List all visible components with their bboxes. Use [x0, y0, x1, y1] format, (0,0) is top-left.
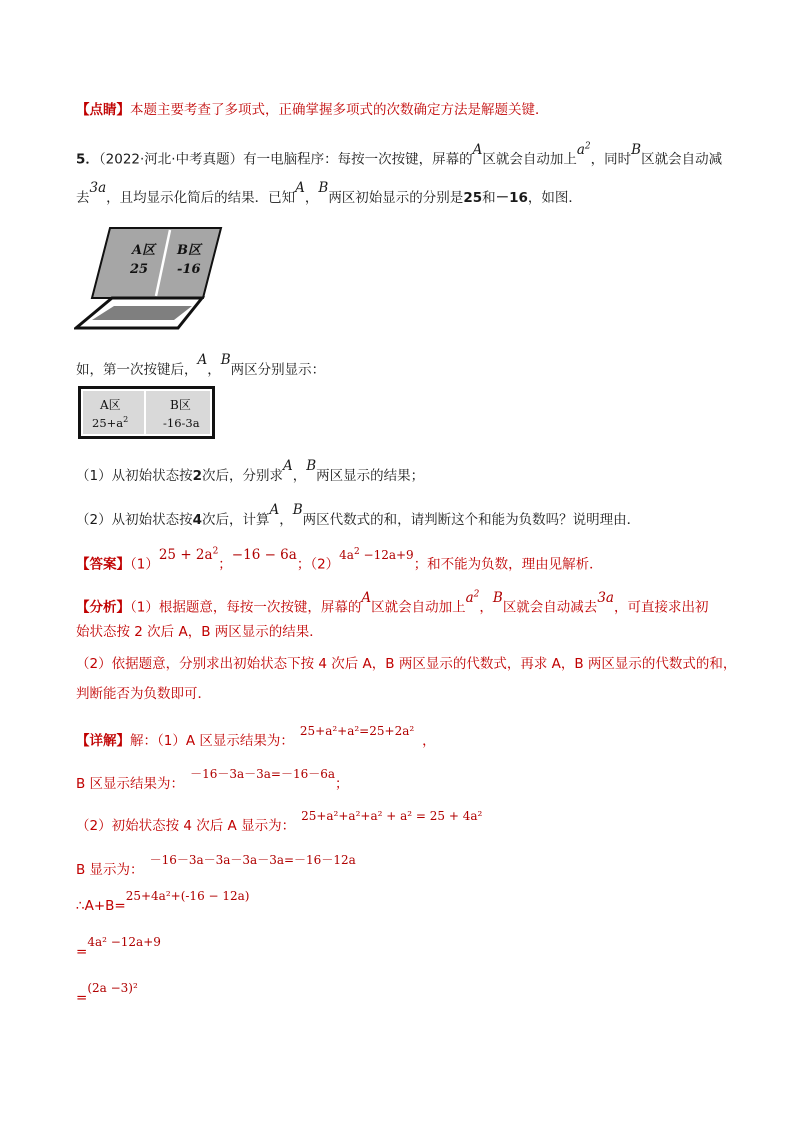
question-text: 和	[482, 190, 496, 206]
question-5-line-2	[76, 180, 582, 208]
question-text: ，如图．	[527, 190, 582, 206]
laptop-screen	[92, 228, 221, 298]
detail-text: B 显示为：	[76, 862, 144, 878]
detail-expr-2: －16－3a－3a=－16－6a	[190, 767, 336, 781]
question-text: 两区初始显示的分别是	[328, 190, 464, 206]
var-b: B	[492, 589, 503, 606]
var-b: B	[318, 180, 329, 196]
analysis-line-1	[76, 589, 709, 618]
question-5-line-1	[76, 141, 723, 170]
detail-line-7	[76, 981, 138, 1008]
sub-question-2	[76, 502, 641, 530]
sub-text: 次后，分别求	[202, 468, 283, 484]
detail-expr-4: －16－3a－3a－3a－3a=－16－12a	[149, 853, 356, 867]
box-b-value: -16-3a	[163, 416, 200, 430]
laptop-b-label: B区	[177, 243, 201, 258]
var-a: A	[269, 502, 280, 518]
sub-text: （1）从初始状态按	[76, 468, 193, 484]
var-b: B	[220, 352, 231, 368]
detail-text: B 区显示结果为：	[76, 776, 185, 792]
detail-line-4	[76, 853, 356, 880]
box-b-label: B区	[170, 398, 191, 412]
detail-expr-5: 25+4a²+(-16 − 12a)	[125, 889, 250, 903]
comma: ，	[304, 190, 319, 206]
question-text: ，同时	[590, 151, 632, 168]
detail-text: =	[76, 944, 88, 960]
question-text: 区就会自动减	[641, 151, 723, 168]
value-25: 25	[463, 190, 483, 206]
detail-text: 解：（1）A 区显示结果为：	[130, 733, 294, 749]
detail-line-5	[76, 889, 250, 916]
analysis-text: （1）根据题意，每按一次按键，屏幕的	[130, 599, 362, 616]
var-3a: 3a	[89, 180, 107, 196]
var-a: A	[472, 141, 483, 158]
var-a: A	[283, 458, 293, 474]
var-a: A	[197, 352, 208, 368]
var-a-squared: $a^2$	[465, 589, 480, 606]
detail-expr-1: 25+a²+a²=25+2a²	[299, 724, 415, 738]
question-text: 去	[76, 190, 90, 206]
question-source: （2022·河北·中考真题）	[98, 151, 244, 168]
laptop-a-label: A区	[132, 243, 156, 258]
box-a-label: A区	[100, 398, 121, 412]
laptop-a-value: 25	[130, 262, 149, 277]
detail-text: （2）初始状态按 4 次后 A 显示为：	[76, 818, 296, 834]
press-count: 4	[192, 512, 202, 528]
box-a-value: $25+a^2$	[92, 415, 129, 430]
detail-text: =	[76, 990, 88, 1006]
var-a: A	[295, 180, 305, 196]
analysis-line-4: 判断能否为负数即可．	[76, 686, 211, 702]
comma: ，	[207, 362, 221, 378]
answer-text: ；	[218, 556, 232, 573]
detail-line-6	[76, 935, 161, 962]
answer-expr-2: −16 − 6a	[231, 546, 297, 563]
var-b: B	[631, 141, 642, 158]
detail-tag: 【详解】	[76, 733, 130, 749]
var-a-squared: $a^2$	[576, 141, 591, 158]
question-number: 5．	[76, 151, 99, 168]
var-3a: 3a	[597, 589, 614, 606]
example-text: 如，第一次按键后，	[76, 362, 198, 378]
sub-text: （2）从初始状态按	[76, 512, 193, 528]
detail-expr-6: 4a² −12a+9	[87, 935, 161, 949]
press-count: 2	[192, 468, 202, 484]
sub-text: 次后，计算	[202, 512, 270, 528]
analysis-line-2: 始状态按 2 次后 A，B 两区显示的结果．	[76, 624, 323, 640]
answer-tag: 【答案】	[76, 556, 130, 573]
detail-line-2	[76, 767, 349, 794]
sub-text: 两区显示的结果；	[316, 468, 425, 484]
analysis-text: ，	[479, 599, 493, 616]
analysis-text: 区就会自动减去	[502, 599, 598, 616]
comma: ，	[279, 512, 293, 528]
analysis-tag: 【分析】	[76, 599, 130, 616]
laptop-b-value: -16	[177, 262, 201, 277]
example-line	[76, 352, 326, 380]
question-text: 区就会自动加上	[482, 151, 577, 168]
question-text: ，且均显示化简后的结果．已知	[106, 190, 296, 206]
analysis-line-3: （2）依据题意，分别求出初始状态下按 4 次后 A，B 两区显示的代数式，再求 A，B 两区显示的代数式的和，	[76, 656, 737, 672]
value-minus-16: －16	[495, 190, 528, 206]
question-text: 有一电脑程序：每按一次按键，屏幕的	[243, 151, 473, 168]
var-b: B	[292, 502, 303, 518]
answer-text: （1）	[130, 556, 159, 573]
answer-line	[76, 546, 603, 575]
sub-question-1	[76, 458, 425, 486]
note-tag: 【点睛】	[76, 102, 130, 118]
detail-text: ，	[422, 733, 436, 749]
detail-expr-3: 25+a²+a²+a² + a² = 25 + 4a²	[301, 809, 483, 823]
display-box	[78, 386, 216, 440]
detail-expr-7: (2a −3)²	[87, 981, 138, 995]
answer-text: ；（2）	[296, 556, 340, 573]
detail-line-3	[76, 809, 483, 836]
detail-line-1	[76, 724, 436, 751]
comma: ，	[292, 468, 307, 484]
var-a: A	[361, 589, 372, 606]
note-text: 本题主要考查了多项式，正确掌握多项式的次数确定方法是解题关键．	[130, 102, 549, 118]
sub-text: 两区代数式的和，请判断这个和能为负数吗？说明理由．	[302, 512, 641, 528]
answer-expr-1: $25 + 2a^2$	[158, 546, 219, 563]
detail-text: ∴A+B=	[76, 898, 126, 914]
analysis-text: ，可直接求出初	[613, 599, 709, 616]
var-b: B	[306, 458, 317, 474]
note-line	[76, 100, 549, 120]
analysis-text: 区就会自动加上	[371, 599, 466, 616]
laptop-figure	[74, 226, 226, 332]
example-text: 两区分别显示：	[230, 362, 326, 378]
answer-expr-3: $4a^2 -12a+9$	[339, 546, 414, 562]
detail-text: ；	[335, 776, 349, 792]
answer-text: ；和不能为负数，理由见解析．	[413, 556, 603, 573]
